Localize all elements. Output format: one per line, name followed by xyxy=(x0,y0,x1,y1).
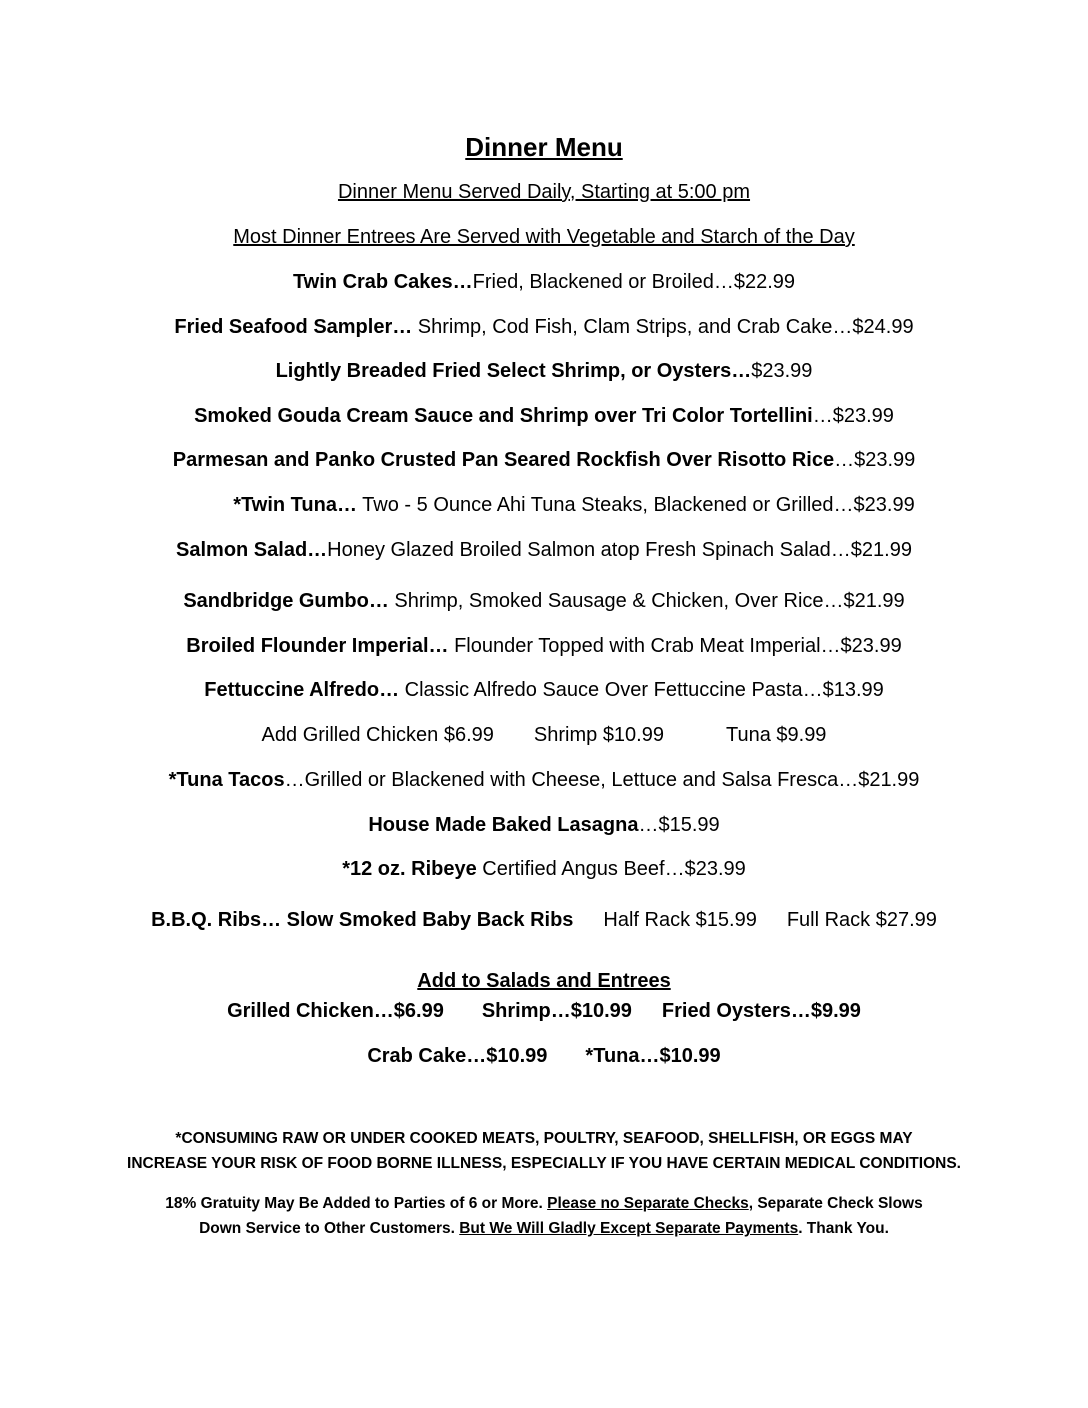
gratuity-text: 18% Gratuity May Be Added to Parties of 6 or More. xyxy=(165,1195,548,1212)
ribs-full-rack: Full Rack $27.99 xyxy=(786,909,937,931)
gratuity-policy xyxy=(0,1216,1088,1241)
menu-item xyxy=(0,536,1088,564)
item-description: Certified Angus Beef…$23.99 xyxy=(476,858,746,880)
serving-hours: Dinner Menu Served Daily, Starting at 5:00 pm xyxy=(337,181,751,203)
item-description: Shrimp, Cod Fish, Clam Strips, and Crab Cake…$24.99 xyxy=(412,316,914,338)
item-name: B.B.Q. Ribs… Slow Smoked Baby Back Ribs xyxy=(151,909,574,931)
page-title: Dinner Menu xyxy=(465,132,623,162)
menu-item xyxy=(0,268,1088,296)
item-name: Sandbridge Gumbo… xyxy=(183,590,389,612)
menu-item xyxy=(0,676,1088,704)
item-name: Fettuccine Alfredo… xyxy=(204,679,400,701)
gratuity-policy xyxy=(0,1191,1088,1216)
ribs-half-rack: Half Rack $15.99 xyxy=(603,909,757,931)
item-description: …Grilled or Blackened with Cheese, Lettuce and Salsa Fresca…$21.99 xyxy=(284,769,920,791)
item-description: Shrimp, Smoked Sausage & Chicken, Over Rice…$21.99 xyxy=(388,590,905,612)
menu-item xyxy=(0,811,1088,839)
item-description: Two - 5 Ounce Ahi Tuna Steaks, Blackened or Grilled…$23.99 xyxy=(356,494,915,516)
addon-option: *Tuna…$10.99 xyxy=(585,1045,721,1067)
menu-item xyxy=(0,446,1088,474)
item-name: Salmon Salad… xyxy=(176,539,328,561)
addon-option: Add Grilled Chicken $6.99 xyxy=(261,724,494,746)
addon-option: Shrimp…$10.99 xyxy=(481,1000,632,1022)
separate-checks-note: Please no Separate Checks xyxy=(547,1195,749,1212)
item-description: …$23.99 xyxy=(812,405,894,427)
item-description: Fried, Blackened or Broiled…$22.99 xyxy=(472,271,796,293)
fettuccine-addons xyxy=(0,721,1088,749)
item-name: Lightly Breaded Fried Select Shrimp, or Oysters… xyxy=(275,360,752,382)
item-description: …$23.99 xyxy=(834,449,916,471)
item-description: Classic Alfredo Sauce Over Fettuccine Pasta…$13.99 xyxy=(399,679,884,701)
menu-item xyxy=(0,766,1088,794)
menu-item xyxy=(0,632,1088,660)
item-name: *Tuna Tacos xyxy=(168,769,285,791)
item-name: Fried Seafood Sampler… xyxy=(174,316,413,338)
menu-item-ribs xyxy=(0,906,1088,934)
gratuity-text: , Separate Check Slows xyxy=(748,1195,923,1212)
addons-heading: Add to Salads and Entrees xyxy=(417,970,671,992)
separate-payments-note: But We Will Gladly Except Separate Payments xyxy=(459,1220,799,1237)
addon-option: Crab Cake…$10.99 xyxy=(367,1045,548,1067)
food-safety-warning: INCREASE YOUR RISK OF FOOD BORNE ILLNESS, ESPECIALLY IF YOU HAVE CERTAIN MEDICAL CONDITIONS. xyxy=(127,1155,961,1172)
item-name: *12 oz. Ribeye xyxy=(342,858,477,880)
menu-item xyxy=(0,855,1088,883)
menu-item xyxy=(0,357,1088,385)
addons-row xyxy=(0,1042,1088,1070)
addon-option: Shrimp $10.99 xyxy=(533,724,664,746)
gratuity-text: . Thank You. xyxy=(798,1220,889,1237)
item-name: Parmesan and Panko Crusted Pan Seared Rockfish Over Risotto Rice xyxy=(172,449,835,471)
item-name: *Twin Tuna… xyxy=(233,494,357,516)
menu-item xyxy=(0,587,1088,615)
addon-option: Grilled Chicken…$6.99 xyxy=(227,1000,444,1022)
menu-item xyxy=(0,313,1088,341)
addon-option: Tuna $9.99 xyxy=(725,724,827,746)
item-description: Honey Glazed Broiled Salmon atop Fresh Spinach Salad…$21.99 xyxy=(327,539,912,561)
menu-item xyxy=(0,402,1088,430)
addons-row xyxy=(0,997,1088,1025)
item-name: Broiled Flounder Imperial… xyxy=(186,635,449,657)
item-description: Flounder Topped with Crab Meat Imperial…$23.99 xyxy=(448,635,902,657)
entree-sides-note: Most Dinner Entrees Are Served with Vegetable and Starch of the Day xyxy=(233,226,855,248)
item-name: House Made Baked Lasagna xyxy=(368,814,639,836)
addon-option: Fried Oysters…$9.99 xyxy=(661,1000,861,1022)
item-description: …$15.99 xyxy=(638,814,720,836)
gratuity-text: Down Service to Other Customers. xyxy=(199,1220,460,1237)
menu-item xyxy=(30,491,1088,519)
item-name: Smoked Gouda Cream Sauce and Shrimp over Tri Color Tortellini xyxy=(194,405,813,427)
item-description: $23.99 xyxy=(751,360,813,382)
food-safety-warning: *CONSUMING RAW OR UNDER COOKED MEATS, POULTRY, SEAFOOD, SHELLFISH, OR EGGS MAY xyxy=(175,1130,913,1147)
item-name: Twin Crab Cakes… xyxy=(292,271,473,293)
